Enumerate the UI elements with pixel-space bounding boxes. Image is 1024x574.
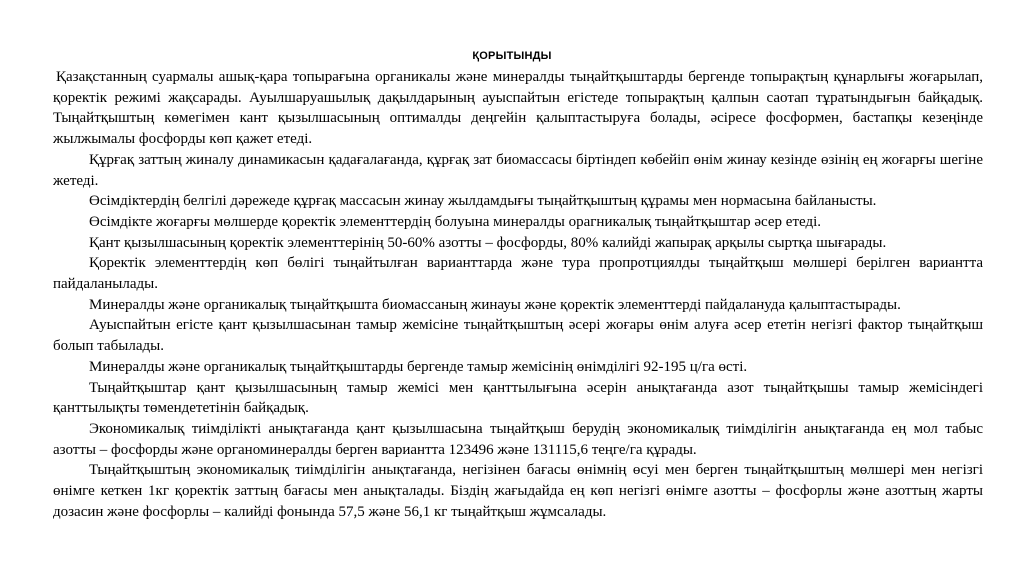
- paragraph-7: Минералды және органикалық тыңайтқышта биомассаның жинауы және қоректік элементтерді пайдалануда қалыптастырады.: [89, 296, 901, 313]
- page-title: ҚОРЫТЫНДЫ: [472, 50, 552, 62]
- paragraph-12: Тыңайтқыштың экономикалық тиімділігін анықтағанда, негізінен бағасы өнімнің өсуі мен берген тыңайтқыштың мөлшері мен негізгі өнімге кеткен 1кг қоректік заттың бағасы мен анықталады. Біздің жағыдайда ең көп негізгі өнімге азотты – фосфорлы және азоттың жарты дозасин және фосфорлы – калийді фонында 57,5 және 56,1 кг тыңайтқыш жұмсалады.: [53, 462, 983, 520]
- paragraph-10: Тыңайтқыштар қант қызылшасының тамыр жемісі мен қанттылығына әсерін анықтағанда азот тыңайтқышы тамыр жемісіндегі қанттылықты төмендететінін байқадық.: [53, 379, 983, 417]
- paragraph-8: Ауыспайтын егісте қант қызылшасынан тамыр жемісіне тыңайтқыштың әсері жоғары өнім алуға әсер ететін негізгі фактор тыңайтқыш болып табылады.: [53, 317, 983, 355]
- paragraph-1: Қазақстанның суармалы ашық-қара топырағына органикалы және минералды тыңайтқыштарды бергенде топырақтың құнарлығы жоғарылап, қоректік режимі жақсарады. Ауылшаруашылық дақылдарының ауыспайтын егістеде топырақтың қалпын саотап тұратындығын байқадық. Тыңайтқыштың көмегімен кант қызылшасының оптималды деңгейін қалыптастыруға болады, әсіресе фосформен, бастапқы кезеңінде жылжымалы фосфорды көп қажет етеді.: [53, 69, 983, 148]
- paragraph-2: Құрғақ заттың жиналу динамикасын қадағалағанда, құрғақ зат биомассасы біртіндеп көбейіп өнім жинау кезінде өзінің ең жоғарғы шегіне жетеді.: [53, 151, 983, 189]
- paragraph-11: Экономикалық тиімділікті анықтағанда қант қызылшасына тыңайтқыш берудің экономикалық тиімділігін анықтағанда ең мол табыс азотты – фосфорды және органоминералды берген варианттa 123496 және 131115,6 теңге/га құрады.: [53, 420, 983, 458]
- paragraph-3: Өсімдіктердің белгілі дәрежеде құрғақ массасын жинау жылдамдығы тыңайтқыштың құрамы мен нормасына байланысты.: [89, 193, 877, 210]
- paragraph-5: Қант қызылшасының қоректік элементтерінің 50-60% азотты – фосфорды, 80% калийді жапырақ арқылы сыртқа шығарады.: [89, 234, 887, 251]
- paragraph-9: Минералды және органикалық тыңайтқыштарды бергенде тамыр жемісінің өнімділігі 92-195 ц/га өсті.: [89, 358, 748, 375]
- paragraph-6: Қоректік элементтердің көп бөлігі тыңайтылған варианттарда және тура пропротциялды тыңайтқыш мөлшері берілген вариантта пайдаланылады.: [53, 255, 983, 293]
- paragraph-4: Өсімдікте жоғарғы мөлшерде қоректік элементтердің болуына минералды орагникалық тыңайтқыштар әсер етеді.: [89, 213, 822, 230]
- document-body: [53, 67, 983, 522]
